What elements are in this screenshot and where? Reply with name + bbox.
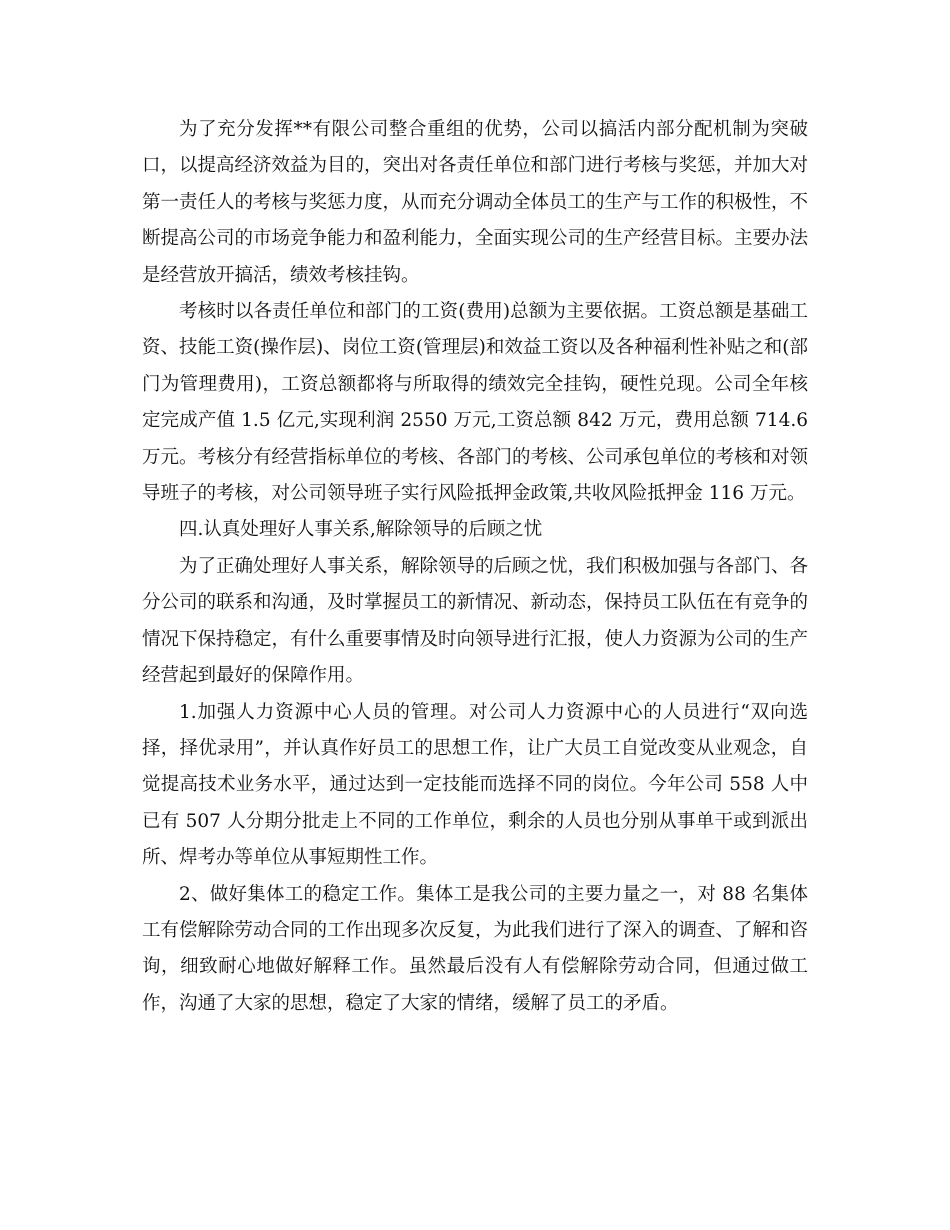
paragraph-personnel-relations: 为了正确处理好人事关系，解除领导的后顾之忧，我们积极加强与各部门、各分公司的联系和沟通，及时掌握员工的新情况、新动态，保持员工队伍在有竞争的情况下保持稳定，有什么重要事情及时向领导进行汇报，使人力资源为公司的生产经营起到最好的保障作用。 xyxy=(142,555,809,687)
document-body xyxy=(142,112,808,1022)
paragraph-collective-workers: 2、做好集体工的稳定工作。集体工是我公司的主要力量之一，对 88 名集体工有偿解除劳动合同的工作出现多次反复，为此我们进行了深入的调查、了解和咨询，细致耐心地做好解释工作。虽然最后没有人有偿解除劳动合同，但通过做工作，沟通了大家的思想，稳定了大家的情绪，缓解了员工的矛盾。 xyxy=(142,883,809,1014)
paragraph-wage-assessment: 考核时以各责任单位和部门的工资(费用)总额为主要依据。工资总额是基础工资、技能工资(操作层)、岗位工资(管理层)和效益工资以及各种福利性补贴之和(部门为管理费用)，工资总额都将与所取得的绩效完全挂钩，硬性兑现。公司全年核定完成产值 1.5 亿元,实现利润 2550 万元,工资总额 842 万元，费用总额 714.6 万元。考核分有经营指标单位的考核、各部门的考核、公司承包单位的考核和对领导班子的考核，对公司领导班子实行风险抵押金政策,共收风险抵押金 116 万元。 xyxy=(142,301,809,505)
section-heading-personnel-relations: 四.认真处理好人事关系,解除领导的后顾之忧 xyxy=(179,519,543,541)
paragraph-performance-incentive: 为了充分发挥**有限公司整合重组的优势，公司以搞活内部分配机制为突破口，以提高经济效益为目的，突出对各责任单位和部门进行考核与奖惩，并加大对第一责任人的考核与奖惩力度，从而充分调动全体员工的生产与工作的积极性，不断提高公司的市场竞争能力和盈利能力，全面实现公司的生产经营目标。主要办法是经营放开搞活，绩效考核挂钩。 xyxy=(142,119,809,286)
paragraph-hr-center-management: 1.加强人力资源中心人员的管理。对公司人力资源中心的人员进行“双向选择，择优录用”，并认真作好员工的思想工作，让广大员工自觉改变从业观念，自觉提高技术业务水平，通过达到一定技能而选择不同的岗位。今年公司 558 人中已有 507 人分期分批走上不同的工作单位，剩余的人员也分别从事单干或到派出所、焊考办等单位从事短期性工作。 xyxy=(142,701,808,869)
